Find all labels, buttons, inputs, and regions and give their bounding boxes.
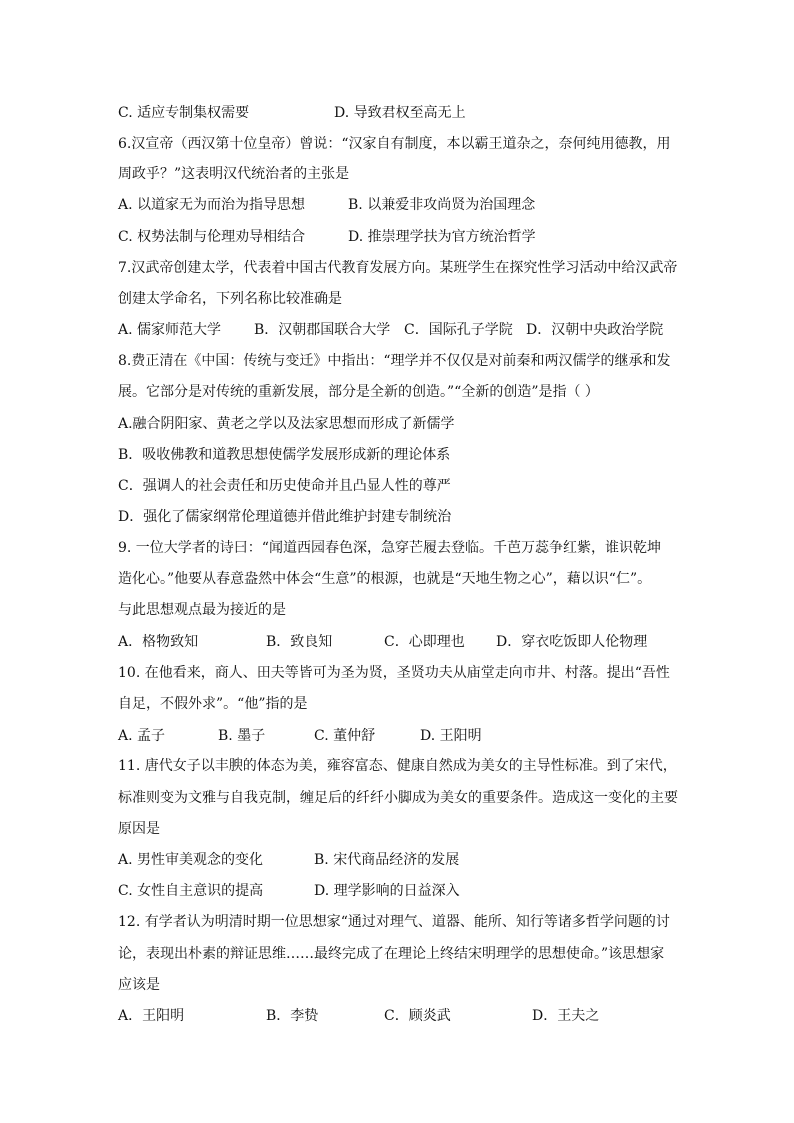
q12-stem-line1: 12. 有学者认为明清时期一位思想家“通过对理气、道器、能所、知行等诸多哲学问题的讨 <box>118 914 670 930</box>
q11-option-d: D. 理学影响的日益深入 <box>314 883 460 899</box>
q9-stem-line2: 造化心。”他要从春意盎然中体会“生意”的根源，也就是“天地生物之心”，藉以识“仁”。 <box>118 571 652 587</box>
q9-stem-line3: 与此思想观点最为接近的是 <box>118 602 286 618</box>
q10-stem-line1: 10. 在他看来，商人、田夫等皆可为圣为贤，圣贤功夫从庙堂走向市井、村落。提出“吾性 <box>118 665 670 681</box>
q12-stem-line2: 论，表现出朴素的辩证思维……最终完成了在理论上终结宋明理学的思想使命。”该思想家 <box>118 946 665 962</box>
q9-option-a: A．格物致知 <box>118 634 199 650</box>
q11-option-a: A. 男性审美观念的变化 <box>118 852 264 868</box>
q7-option-d: D．汉朝中央政治学院 <box>526 322 664 338</box>
q8-option-d: D．强化了儒家纲常伦理道德并借此维护封建专制统治 <box>118 509 452 525</box>
q12-stem-line3: 应该是 <box>118 977 160 993</box>
q7-option-b: B．汉朝郡国联合大学 <box>254 322 391 338</box>
q5-option-c: C. 适应专制集权需要 <box>118 105 250 121</box>
q12-option-d: D．王夫之 <box>532 1008 600 1024</box>
q6-option-a: A. 以道家无为而治为指导思想 <box>118 197 306 213</box>
q6-option-d: D. 推崇理学扶为官方统治哲学 <box>348 229 536 245</box>
q6-options-ab <box>118 195 688 215</box>
q7-option-a: A. 儒家师范大学 <box>118 322 222 338</box>
q5-option-d: D. 导致君权至高无上 <box>334 105 466 121</box>
q6-option-c: C. 权势法制与伦理劝导相结合 <box>118 229 306 245</box>
q9-options <box>118 632 688 652</box>
q9-stem-line1: 9. 一位大学者的诗曰：“闻道西园春色深，急穿芒履去登临。千芭万蕊争红紫，谁识乾坤 <box>118 540 661 556</box>
q12-option-b: B．李贽 <box>266 1008 319 1024</box>
q10-option-d: D. 王阳明 <box>420 728 482 744</box>
q5-options-cd <box>118 103 688 123</box>
q9-option-c: C．心即理也 <box>384 634 465 650</box>
q8-option-b: B．吸收佛教和道教思想使儒学发展形成新的理论体系 <box>118 447 451 463</box>
q8-option-a: A.融合阴阳家、黄老之学以及法家思想而形成了新儒学 <box>118 416 455 432</box>
q7-options <box>118 320 688 340</box>
q7-stem-line2: 创建太学命名，下列名称比较准确是 <box>118 291 342 307</box>
q10-option-c: C. 董仲舒 <box>314 728 376 744</box>
q10-stem-line2: 自足，不假外求”。“他”指的是 <box>118 696 308 712</box>
q11-stem-line3: 原因是 <box>118 821 160 837</box>
q7-stem-line1: 7.汉武帝创建太学，代表着中国古代教育发展方向。某班学生在探究性学习活动中给汉武帝 <box>118 260 678 276</box>
q12-option-a: A．王阳明 <box>118 1008 185 1024</box>
q8-stem-line2: 展。它部分是对传统的重新发展，部分是全新的创造。”“全新的创造”是指（ ） <box>118 384 599 400</box>
q6-stem-line1: 6.汉宣帝（西汉第十位皇帝）曾说：“汉家自有制度，本以霸王道杂之，奈何纯用德教，用 <box>118 136 671 152</box>
q11-options-ab <box>118 850 688 870</box>
q11-option-b: B. 宋代商品经济的发展 <box>314 852 460 868</box>
q9-option-b: B．致良知 <box>266 634 333 650</box>
q10-option-b: B. 墨子 <box>218 728 266 744</box>
q10-option-a: A. 孟子 <box>118 728 166 744</box>
q11-stem-line1: 11. 唐代女子以丰腴的体态为美，雍容富态、健康自然成为美女的主导性标准。到了宋代， <box>118 758 677 774</box>
q8-stem-line1: 8.费正清在《中国：传统与变迁》中指出：“理学并不仅仅是对前秦和两汉儒学的继承和发 <box>118 353 671 369</box>
q11-option-c: C. 女性自主意识的提高 <box>118 883 264 899</box>
q8-option-c: C．强调人的社会责任和历史使命并且凸显人性的尊严 <box>118 478 451 494</box>
q12-options <box>118 1006 688 1026</box>
q6-stem-line2: 周政乎？”这表明汉代统治者的主张是 <box>118 166 350 182</box>
q10-options <box>118 726 688 746</box>
q12-option-c: C．顾炎武 <box>384 1008 451 1024</box>
q9-option-d: D．穿衣吃饭即人伦物理 <box>496 634 648 650</box>
q7-option-c: C．国际孔子学院 <box>404 322 513 338</box>
q6-options-cd <box>118 227 688 247</box>
q11-options-cd <box>118 881 688 901</box>
q6-option-b: B. 以兼爱非攻尚贤为治国理念 <box>348 197 536 213</box>
q11-stem-line2: 标准则变为文雅与自我克制，缠足后的纤纤小脚成为美女的重要条件。造成这一变化的主要 <box>118 790 678 806</box>
